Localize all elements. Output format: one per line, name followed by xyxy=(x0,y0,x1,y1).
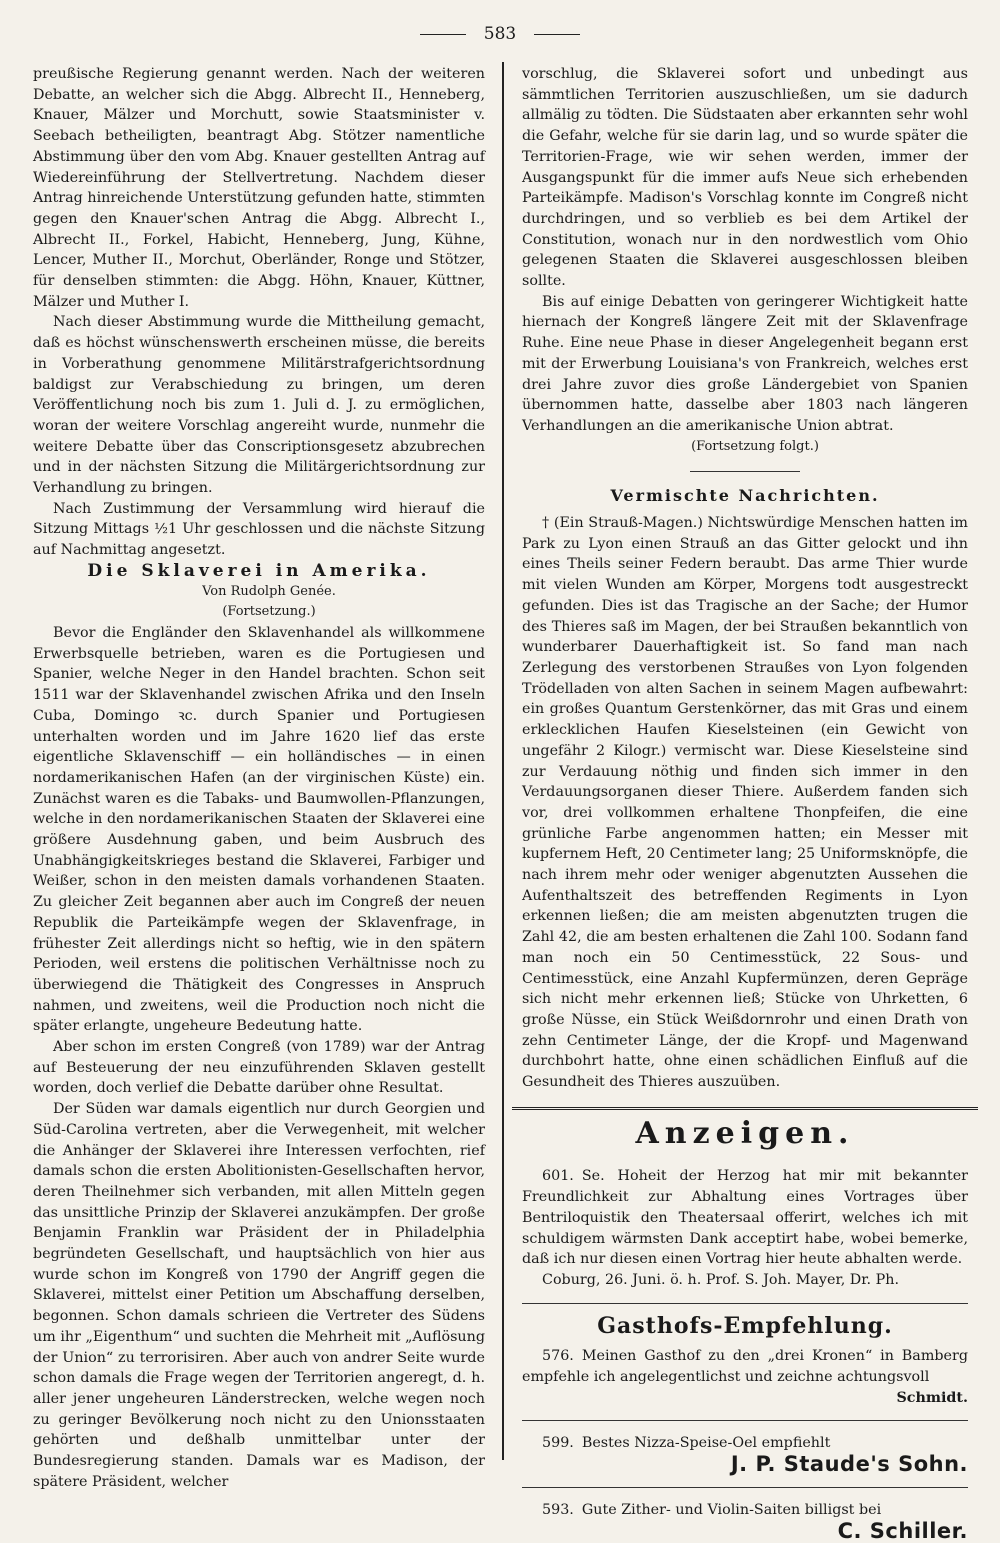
ad-signature: Coburg, 26. Juni. ö. h. Prof. S. Joh. Mayer, Dr. Ph. xyxy=(542,1271,899,1288)
section-rule xyxy=(690,471,800,472)
ad-text: Bestes Nizza-Speise-Oel empfiehlt xyxy=(581,1435,831,1452)
right-column xyxy=(522,64,968,1543)
left-paragraph-1: preußische Regierung genannt werden. Nach der weiteren Debatte, an welcher sich die Abgg. Albrecht II., Henneberg, Knauer, Mälzer und Morchutt, sowie Staatsminister v. Seebach betheiligten, beantragt Abg. Stötzer namentliche Abstimmung über den vom Abg. Knauer gestellten Antrag auf Wiedereinführung der Stellvertretung. Nachdem dieser Antrag hinreichende Unterstützung gefunden hatte, stimmten gegen den Knauer'schen Antrag die Abgg. Albrecht I., Albrecht II., Forkel, Habicht, Henneberg, Jung, Kühne, Lencer, Muther II., Morchut, Oberländer, Ronge und Stötzer, für denselben stimmten: die Abgg. Höhn, Knauer, Küttner, Mälzer und Muther I. xyxy=(33,66,485,310)
ad-576 xyxy=(522,1312,968,1409)
ad-number: 576. xyxy=(542,1348,574,1365)
article-title: Die Sklaverei in Amerika. xyxy=(87,560,431,581)
news-section-title: Vermischte Nachrichten. xyxy=(610,486,880,506)
left-paragraph-5: Aber schon im ersten Congreß (von 1789) war der Antrag auf Besteuerung der neu einzuführenden Sklaven gestellt worden, doch verlief die Debatte darüber ohne Resultat. xyxy=(33,1039,485,1097)
left-paragraph-2: Nach dieser Abstimmung wurde die Mittheilung gemacht, daß es höchst wünschenswerth erscheinen müsse, die bereits in Vorberathung genommene Militärstrafgerichtsordnung baldigst zur Verabschiedung zu bringen, um deren Veröffentlichung noch bis zum 1. Juli d. J. zu ermöglichen, woran der weitere Vorschlag angereiht wurde, nunmehr die weitere Debatte über das Conscriptionsgesetz abzubrechen und in der nächsten Sitzung die Militärgerichtsordnung zur Verhandlung zu bringen. xyxy=(33,314,485,497)
ad-number: 601. xyxy=(542,1168,574,1185)
left-paragraph-3: Nach Zustimmung der Versammlung wird hierauf die Sitzung Mittags ½1 Uhr geschlossen und die nächste Sitzung auf Nachmittag angesetzt. xyxy=(33,500,485,559)
ad-firm-name: J. P. Staude's Sohn. xyxy=(730,1452,968,1477)
header-rule-right xyxy=(534,34,580,35)
right-paragraph-2: Bis auf einige Debatten von geringerer Wichtigkeit hatte hiernach der Kongreß längere Zeit mit der Sklavenfrage Ruhe. Eine neue Phase in dieser Angelegenheit begann erst mit der Erwerbung Louisiana's von Frankreich, welches erst drei Jahre zuvor dies große Ländergebiet von Spanien übernommen hatte, dasselbe aber 1803 nach längeren Verhandlungen an die amerikanische Union abtrat. xyxy=(522,293,968,434)
page-number: 583 xyxy=(483,24,517,44)
column-divider xyxy=(502,62,504,1460)
ad-divider xyxy=(522,1487,968,1488)
ad-text: Gute Zither- und Violin-Saiten billigst bei xyxy=(581,1501,882,1518)
ads-divider xyxy=(512,1107,978,1110)
ad-601 xyxy=(522,1166,968,1290)
ad-heading: Gasthofs-Empfehlung. xyxy=(597,1312,893,1339)
article-byline: Von Rudolph Genée. xyxy=(202,583,336,599)
ad-firm-name: C. Schiller. xyxy=(837,1518,968,1543)
right-paragraph-1: vorschlug, die Sklaverei sofort und unbedingt aus sämmtlichen Territorien auszuschließen, um sie dadurch allmälig zu tödten. Die Südstaaten aber erkannten sehr wohl die Gefahr, welche für sie darin lag, und so wurde später die Territorien-Frage, wie wir sehen werden, immer der Ausgangspunkt für die immer aufs Neue sich erhebenden Parteikämpfe. Madison's Vorschlag konnte im Congreß nicht durchdringen, und so verblieb es bei dem Artikel der Constitution, wonach nur in den nordwestlich vom Ohio gelegenen Staaten die Sklaverei ausgeschlossen bleiben sollte. xyxy=(522,66,968,290)
ad-text: Se. Hoheit der Herzog hat mir mit bekannter Freundlichkeit zur Abhaltung eines Vortrages über Bentriloquistik den Theatersaal offerirt, welches ich mit schuldigem wärmsten Dank acceptirt habe, wobei bemerke, daß ich nur diesen einen Vortrag hier heute abhalten werde. xyxy=(522,1168,968,1268)
ad-number: 593. xyxy=(542,1501,574,1518)
header-rule-left xyxy=(420,34,466,35)
article-continuation: (Fortsetzung.) xyxy=(222,604,316,620)
left-paragraph-6: Der Süden war damals eigentlich nur durch Georgien und Süd-Carolina vertreten, aber die Verwegenheit, mit welcher die Anhänger der Sklaverei ihre Interessen verfochten, rief damals schon die ersten Abolitionisten-Gesellschaften hervor, deren Theilnehmer sich verbanden, mit allen Mitteln gegen das unsittliche Prinzip der Sklaverei anzukämpfen. Der große Benjamin Franklin war Präsident der in Philadelphia begründeten Gesellschaft, und hauptsächlich von hier aus wurde schon im Kongreß von 1790 der Angriff gegen die Sklaverei, mittelst einer Petition um Abschaffung derselben, begonnen. Schon damals schrieen die Vertreter des Südens um ihr „Eigenthum“ und suchten die Mehrheit mit „Auflösung der Union“ zu terrorisiren. Aber auch von andrer Seite wurde schon damals die Frage wegen der Territorien angeregt, d. h. aller jener ungeheuren Länderstrecken, welche wegen noch zu geringer Bevölkerung noch nicht zu den Unionsstaaten gehörten und deßhalb unmittelbar unter der Bundesregierung standen. Damals war es Madison, der spätere Präsident, welcher xyxy=(33,1101,485,1490)
ads-title: Anzeigen. xyxy=(635,1115,855,1151)
right-continuation: (Fortsetzung folgt.) xyxy=(691,438,819,454)
ad-signature: Schmidt. xyxy=(896,1389,968,1406)
news-paragraph: † (Ein Strauß-Magen.) Nichtswürdige Menschen hatten im Park zu Lyon einen Strauß an das Gitter gelockt und ihn eines Theils seiner Federn beraubt. Das arme Thier wurde mit vielen Wunden am Körper, Morgens todt ausgestreckt gefunden. Dies ist das Tragische an der Sache; der Humor des Thieres saß im Magen, der bei Straußen bekanntlich von wunderbarer Dauerhaftigkeit ist. So fand man nach Zerlegung des verstorbenen Straußes von Lyon folgenden Trödelladen von alten Sachen in seinem Magen aufbewahrt: ein großes Quantum Gerstenkörner, das mit Gras und einem erklecklichen Haufen Kieselsteinen (ein Gewicht von ungefähr 2 Kilogr.) vermischt war. Diese Kieselsteine sind zur Verdauung nöthig und finden sich immer in den Verdauungsorganen dieser Thiere. Außerdem fanden sich vor, drei vollkommen erhaltene Thonpfeifen, die eine grünliche Farbe angenommen hatten; ein Messer mit kupfernem Heft, 20 Centimeter lang; 25 Uniformsknöpfe, die nach ihrem mehr oder weniger abgenutzten Aussehen die Aufenthaltszeit des betreffenden Regiments in Lyon erkennen ließen; die am meisten abgenutzten trugen die Zahl 42, die am besten erhaltenen die Zahl 100. Sodann fand man noch ein 50 Centimesstück, 22 Sous- und Centimesstück, eine Anzahl Kupfermünzen, deren Gepräge sich nicht mehr erkennen ließ; Stücke von Uhrketten, 6 große Nüsse, ein Stück Weißdornrohr und einen Drath von zehn Centimeter Länge, der die Kropf- und Magenwand durchbohrt hatte, ohne einen schädlichen Einfluß auf die Gesundheit des Thieres auszuüben. xyxy=(522,515,968,1091)
ad-number: 599. xyxy=(542,1435,574,1452)
ad-593 xyxy=(522,1500,968,1541)
ad-divider xyxy=(522,1420,968,1421)
left-paragraph-4: Bevor die Engländer den Sklavenhandel als willkommene Erwerbsquelle betrieben, waren es die Portugiesen und Spanier, welche Neger in den Handel brachten. Schon seit 1511 war der Sklavenhandel zwischen Afrika und den Inseln Cuba, Domingo ꝛc. durch Spanier und Portugiesen unterhalten worden und im Jahre 1620 lief das erste eigentliche Sklavenschiff — ein holländisches — in einen nordamerikanischen Hafen (an der virginischen Küste) ein. Zunächst waren es die Tabaks- und Baumwollen-Pflanzungen, welche in den nordamerikanischen Staaten der Sklaverei eine größere Ausdehnung gaben, und beim Ausbruch des Unabhängigkeitskrieges bestand die Sklaverei, Farbiger und Weißer, schon in den meisten damals vorhandenen Staaten. Zu gleicher Zeit begannen aber auch im Congreß der neuen Republik die Parteikämpfe wegen der Sklavenfrage, in frühester Zeit allerdings nicht so heftig, wie in den spätern Perioden, weil erstens die politischen Verhältnisse noch zu überwiegend die Thätigkeit des Congresses in Anspruch nahmen, und zweitens, weil die Production noch nicht die später erlangte, ungeheure Bedeutung hatte. xyxy=(33,624,485,1035)
ad-text: Meinen Gasthof zu den „drei Kronen“ in Bamberg empfehle ich angelegentlichst und zeichne achtungsvoll xyxy=(522,1348,968,1386)
page-header xyxy=(0,24,1000,44)
ad-599 xyxy=(522,1433,968,1477)
ad-divider xyxy=(522,1303,968,1304)
left-column xyxy=(33,64,485,1490)
